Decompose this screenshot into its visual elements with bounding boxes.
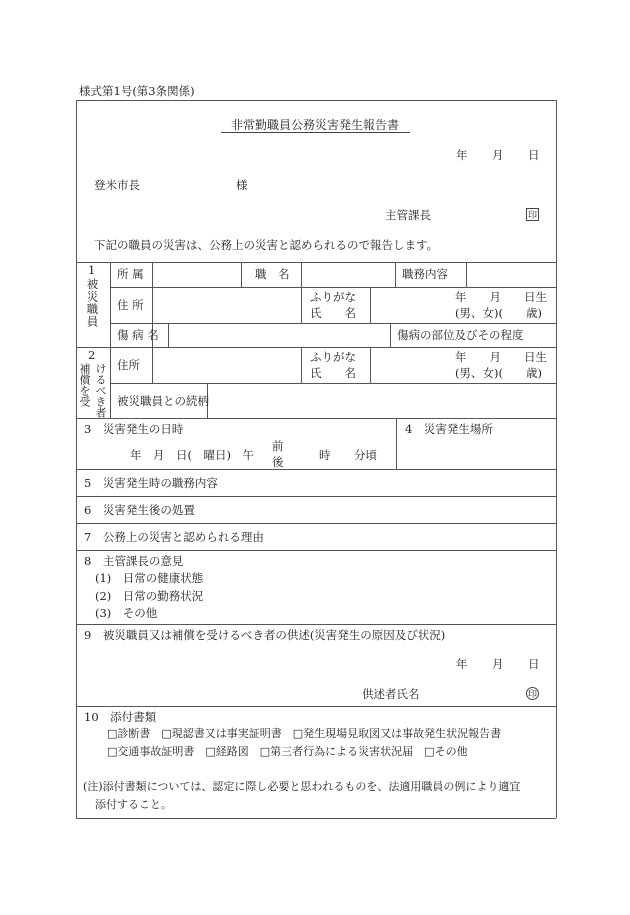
line-s1-col-f <box>370 287 371 323</box>
s10-attachments-line2: □交通事故証明書 □経路図 □第三者行為による災害状況届 □その他 <box>107 745 468 758</box>
line-s1-top <box>76 262 556 263</box>
section2-label-top: 補償を受 <box>78 363 91 407</box>
line-s2-col-b <box>301 347 302 383</box>
report-date-day: 日 <box>528 148 540 162</box>
report-date-year: 年 <box>456 148 468 162</box>
section3-label: 3 災害発生の日時 <box>84 422 184 436</box>
s2-birth-date: 年 月 日生 <box>455 350 547 364</box>
section2-label-bottom: けるべき者 <box>94 363 107 418</box>
addressee-honorific: 様 <box>236 178 248 192</box>
line-s5-bottom <box>76 496 556 497</box>
s1-injury-part-label: 傷病の部位及びその程度 <box>397 328 524 342</box>
section10-label: 10 添付書類 <box>84 710 157 724</box>
line-s1-col-d <box>395 262 396 287</box>
s1-affiliation-label: 所 属 <box>117 267 144 281</box>
s3-pm: 後 <box>272 455 284 469</box>
section6-label: 6 災害発生後の処置 <box>84 503 195 517</box>
note-line2: 添付すること。 <box>95 798 172 811</box>
s2-furigana-label: ふりがな <box>310 350 356 364</box>
line-s1-col-b <box>241 262 242 287</box>
form-title: 非常勤職員公務災害発生報告書 <box>231 118 400 132</box>
frame-left <box>76 100 77 818</box>
frame-right <box>556 100 557 818</box>
title-underline <box>221 132 410 133</box>
line-s1-col-e <box>466 262 467 287</box>
s3-am: 前 <box>272 439 284 453</box>
s1-position-label: 職 名 <box>255 267 290 281</box>
line-s2-label-divider <box>110 347 111 418</box>
s1-injury-name-label: 傷 病 名 <box>117 328 159 342</box>
note-line1: (注)添付書類については、認定に際し必要と思われるものを、法適用職員の例により適宜 <box>83 780 521 793</box>
s9-signer-label: 供述者氏名 <box>362 687 420 701</box>
addressee-name: 登米市長 <box>94 178 140 192</box>
s2-relation-label: 被災職員との続柄 <box>117 394 209 408</box>
line-s1-row2 <box>110 323 556 324</box>
line-s2-row1 <box>110 383 556 384</box>
line-s2-bottom <box>76 418 556 419</box>
line-s1-col-h <box>390 323 391 347</box>
report-date-month: 月 <box>492 148 504 162</box>
s2-name-label: 氏 名 <box>310 366 356 380</box>
s1-address-label: 住 所 <box>117 298 144 312</box>
section1-label: 被災職員 <box>85 278 100 328</box>
s1-sex-age: (男、女)( 歳) <box>455 306 542 320</box>
line-s1-col-c <box>301 262 302 323</box>
s9-date-month: 月 <box>492 657 504 671</box>
section5-label: 5 災害発生時の職務内容 <box>84 476 218 490</box>
line-s1-bottom <box>76 347 556 348</box>
form-code: 様式第1号(第3条関係) <box>79 84 195 98</box>
line-s9-bottom <box>76 706 556 707</box>
line-s1-label-divider <box>110 262 111 347</box>
s1-name-label: 氏 名 <box>310 306 356 320</box>
frame-bottom <box>76 818 556 819</box>
line-s3-bottom <box>76 469 556 470</box>
section9-label: 9 被災職員又は補償を受けるべき者の供述(災害発生の原因及び状況) <box>84 628 446 642</box>
line-s6-bottom <box>76 523 556 524</box>
line-s2-col-a <box>152 347 153 383</box>
s10-attachments-line1: □診断書 □現認書又は事実証明書 □発生現場見取図又は事故発生状況報告書 <box>107 727 502 740</box>
s3-hour: 時 <box>319 448 331 462</box>
line-s3-s4-divider <box>396 418 397 469</box>
s9-seal: 印 <box>526 687 539 700</box>
section8-label: 8 主管課長の意見 <box>84 554 184 568</box>
section4-label: 4 災害発生場所 <box>405 422 493 436</box>
s9-date-year: 年 <box>456 657 468 671</box>
s1-birth-date: 年 月 日生 <box>455 290 547 304</box>
s1-furigana-label: ふりがな <box>310 290 356 304</box>
s3-datetime: 年 月 日( 曜日) 午 <box>130 448 254 462</box>
s9-date-day: 日 <box>528 657 540 671</box>
section1-number: 1 <box>88 263 96 277</box>
line-s8-bottom <box>76 624 556 625</box>
line-s2-col-c <box>370 347 371 383</box>
s2-sex-age: (男、女)( 歳) <box>455 366 542 380</box>
s8-item-2: (2) 日常の勤務状況 <box>95 589 204 603</box>
line-s7-bottom <box>76 550 556 551</box>
manager-seal: 印 <box>526 208 539 221</box>
s8-item-3: (3) その他 <box>95 606 158 620</box>
section2-number: 2 <box>88 348 96 362</box>
s3-minute: 分頃 <box>354 448 377 462</box>
frame-top <box>76 100 556 101</box>
s8-item-1: (1) 日常の健康状態 <box>95 571 204 585</box>
line-s1-col-g <box>168 323 169 347</box>
line-s1-row1 <box>110 287 556 288</box>
section7-label: 7 公務上の災害と認められる理由 <box>84 530 264 544</box>
s1-duty-label: 職務内容 <box>402 267 448 281</box>
intro-text: 下記の職員の災害は、公務上の災害と認められるので報告します。 <box>94 238 439 252</box>
s2-address-label: 住所 <box>117 358 140 372</box>
manager-label: 主管課長 <box>385 208 431 222</box>
